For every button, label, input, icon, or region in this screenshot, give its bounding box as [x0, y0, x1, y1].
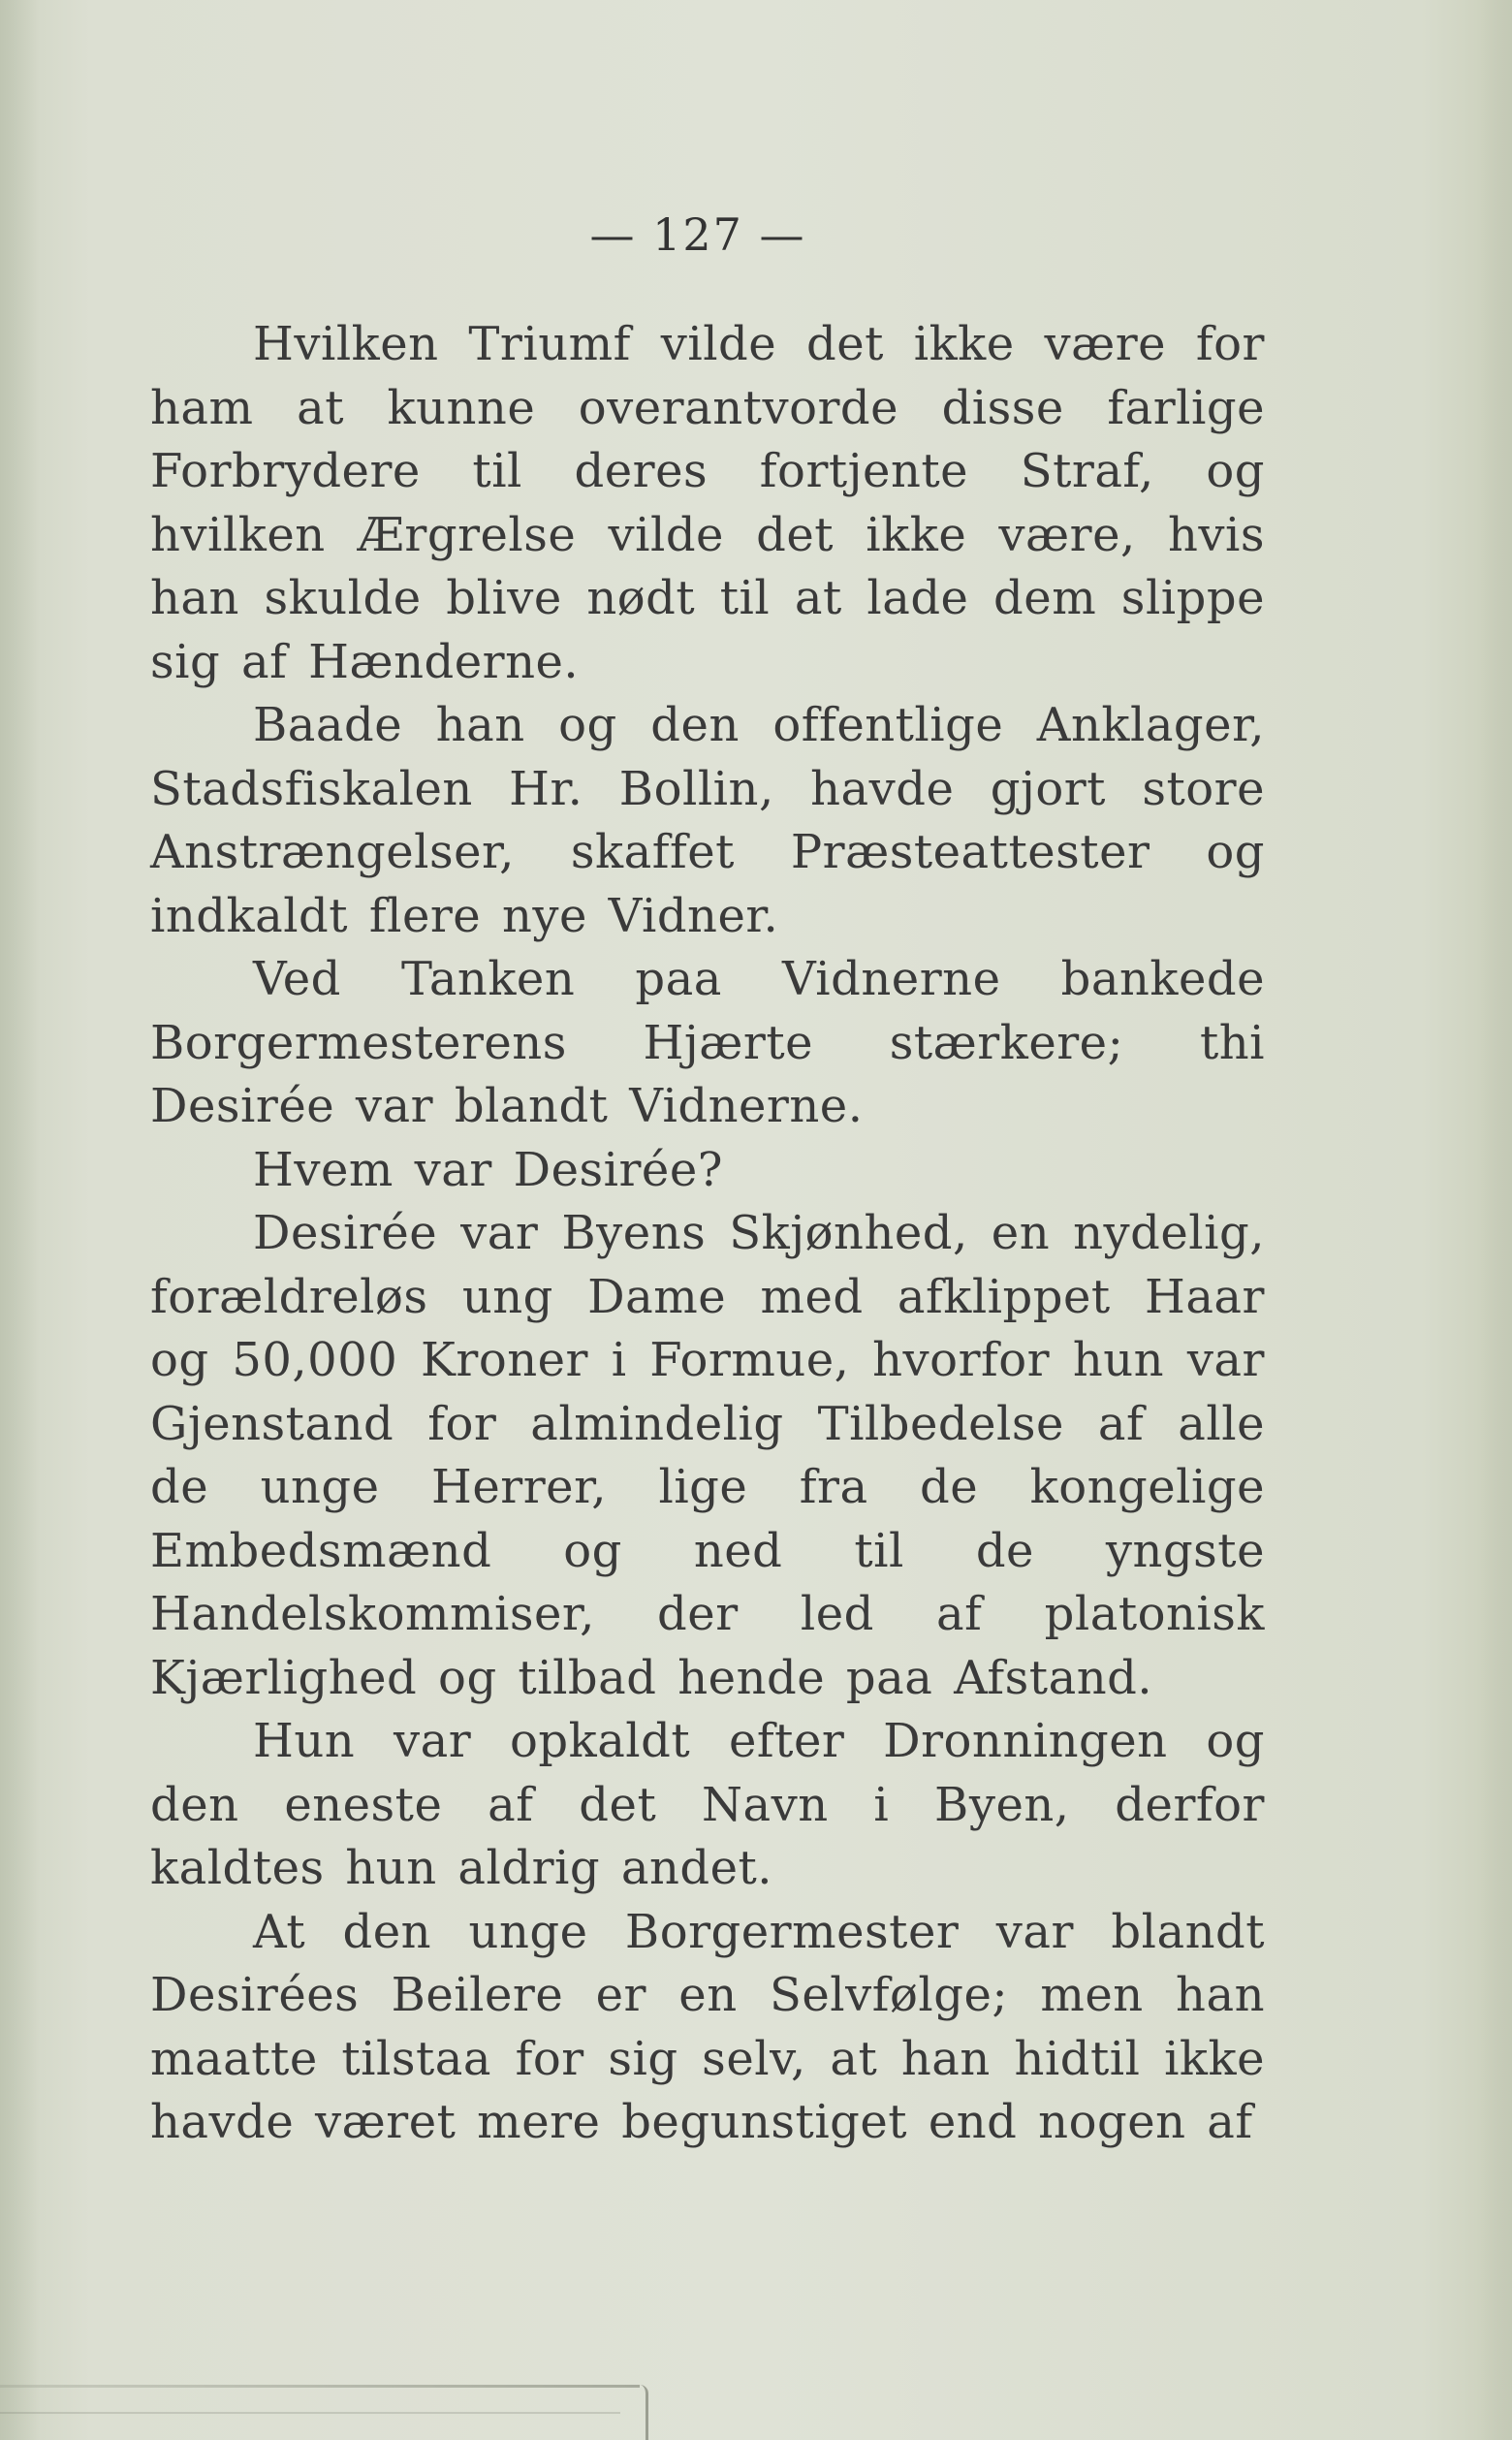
paragraph-5: Desirée var Byens Skjønhed, en nydelig, forældreløs ung Dame med afklippet Haar og 50,000 Kroner i Formue, hvorfor hun var Gjenstand for almindelig Tilbedelse af alle de unge Herrer, lige fra de kongelige Embedsmænd og ned til de yngste Handelskommiser, der led af platonisk Kjærlighed og tilbad hende paa Afstand.: [150, 1206, 1265, 1705]
paragraph-6: Hun var opkaldt efter Dronningen og den eneste af det Navn i Byen, derfor kaldtes hun aldrig andet.: [150, 1714, 1265, 1895]
scan-artifact-corner: [640, 2385, 648, 2440]
page-edge: [1479, 0, 1512, 2440]
paragraph-7: At den unge Borgermester var blandt Desirées Beilere er en Selvfølge; men han maatte tilstaa for sig selv, at han hidtil ikke havde været mere begunstiget end nogen af: [150, 1904, 1265, 2149]
paragraph-2: Baade han og den offentlige Anklager, Stadsfiskalen Hr. Bollin, havde gjort store Anstrængelser, skaffet Præsteattester og indkaldt flere nye Vidner.: [150, 698, 1265, 943]
paragraph-4: Hvem var Desirée?: [253, 1142, 723, 1197]
paragraph-1: Hvilken Triumf vilde det ikke være for ham at kunne overantvorde disse farlige Forbrydere til deres fortjente Straf, og hvilken Ærgrelse vilde det ikke være, hvis han skulde blive nødt til at lade dem slippe sig af Hænderne.: [150, 317, 1265, 689]
scan-artifact-line-lower: [0, 2412, 620, 2414]
body-text: [150, 313, 1265, 2155]
scan-artifact-line: [0, 2385, 640, 2388]
page-gutter-shadow: [0, 0, 39, 2440]
paragraph-3: Ved Tanken paa Vidnerne bankede Borgermesterens Hjærte stærkere; thi Desirée var blandt Vidnerne.: [150, 952, 1265, 1133]
page-number: — 127 —: [589, 208, 806, 261]
